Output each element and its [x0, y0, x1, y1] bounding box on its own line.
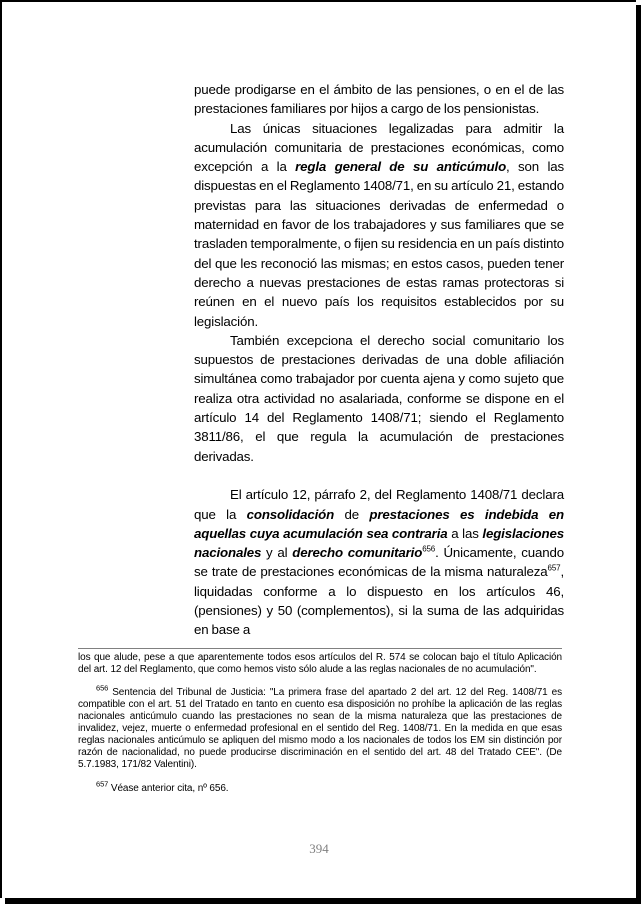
- footnote-continued: los que alude, pese a que aparentemente todos esos artículos del R. 574 se colocan bajo el título Aplicación del art. 12 del Reglamento, que como hemos visto sólo alude a las reglas nacionales de no acumulación".: [78, 651, 562, 675]
- body-text: [194, 80, 564, 640]
- text: , son las dispuestas en el Reglamento 1408/71, en su artículo 21, estando previstas para las situaciones derivadas de enfermedad o maternidad en favor de los trabajadores y sus familiares que se trasladen temporalmente, o fijen su residencia en un país distinto del que les reconoció las mismas; en estos casos, pueden tener derecho a nuevas prestaciones de estas ramas protectoras si reúnen en el nuevo país los requisitos establecidos por su legislación.: [194, 159, 565, 329]
- text: , liquidadas conforme a lo dispuesto en los artículos 46, (pensiones) y 50 (complementos), si la suma de las adquiridas en base a: [194, 564, 564, 638]
- text: a las: [447, 525, 483, 541]
- footnotes: [78, 652, 562, 795]
- footnote-number: 656: [96, 684, 109, 694]
- emphasis: prestaciones es indebida en aquellas cuya acumulación sea contraria: [194, 506, 565, 541]
- text: . Únicamente, cuando se trate de prestaciones económicas de la misma naturaleza: [194, 545, 565, 580]
- text: y al: [261, 545, 293, 561]
- text: de: [334, 506, 370, 522]
- footnote-text: Sentencia del Tribunal de Justicia: "La primera frase del apartado 2 del art. 12 del Reg. 1408/71 es compatible con el art. 51 del Tratado en tanto en cuento esa disposición no prohíbe la aplicación de las reglas nacionales anticúmulo cuando las prestaciones no sean de la misma naturaleza que las prestaciones de invalidez, vejez, muerte o enfermedad profesional en el sentido del Reg. 1408/71. En la medida en que esas reglas nacionales anticúmulo se apliquen del mismo modo a los nacionales de todos los EM sin distinción por razón de nacionalidad, no puede producirse discriminación en el sentido del art. 48 del Tratado CEE". (De 5.7.1983, 171/82 Valentini).: [78, 687, 562, 770]
- emphasis: consolidación: [246, 506, 335, 522]
- page-number: 394: [309, 840, 329, 856]
- text: Las únicas situaciones legalizadas para admitir la acumulación comunitaria de prestaciones económicas, como excepción a la: [194, 120, 564, 175]
- text: El artículo 12, párrafo 2, del Reglamento 1408/71 declara que la: [194, 487, 564, 522]
- emphasis: regla general de su anticúmulo: [295, 159, 507, 175]
- footnote-ref-656[interactable]: 656: [422, 544, 436, 554]
- footnote-ref-657[interactable]: 657: [547, 564, 561, 573]
- footnote-separator: [78, 648, 562, 649]
- footnote-text: Véase anterior cita, nº 656.: [108, 782, 229, 794]
- paragraph-continued: puede prodigarse en el ámbito de las pensiones, o en el de las prestaciones familiares por hijos a cargo de los pensionistas.: [194, 82, 564, 117]
- footnote-657: [78, 779, 562, 795]
- emphasis: legislaciones nacionales: [194, 525, 564, 561]
- paragraph-exceptions: [194, 119, 564, 331]
- footnote-number: 657: [96, 779, 109, 789]
- paragraph-article-12: [194, 485, 564, 639]
- paragraph-double-affiliation: También excepciona el derecho social comunitario los supuestos de prestaciones derivadas de una doble afiliación simultánea como trabajador por cuenta ajena y como sujeto que realiza otra actividad no asalariada, conforme se dispone en el artículo 14 del Reglamento 1408/71; siendo el Reglamento 3811/86, el que regula la acumulación de prestaciones derivadas.: [194, 332, 564, 464]
- footnote-656: [78, 684, 562, 770]
- emphasis: derecho comunitario: [292, 545, 423, 561]
